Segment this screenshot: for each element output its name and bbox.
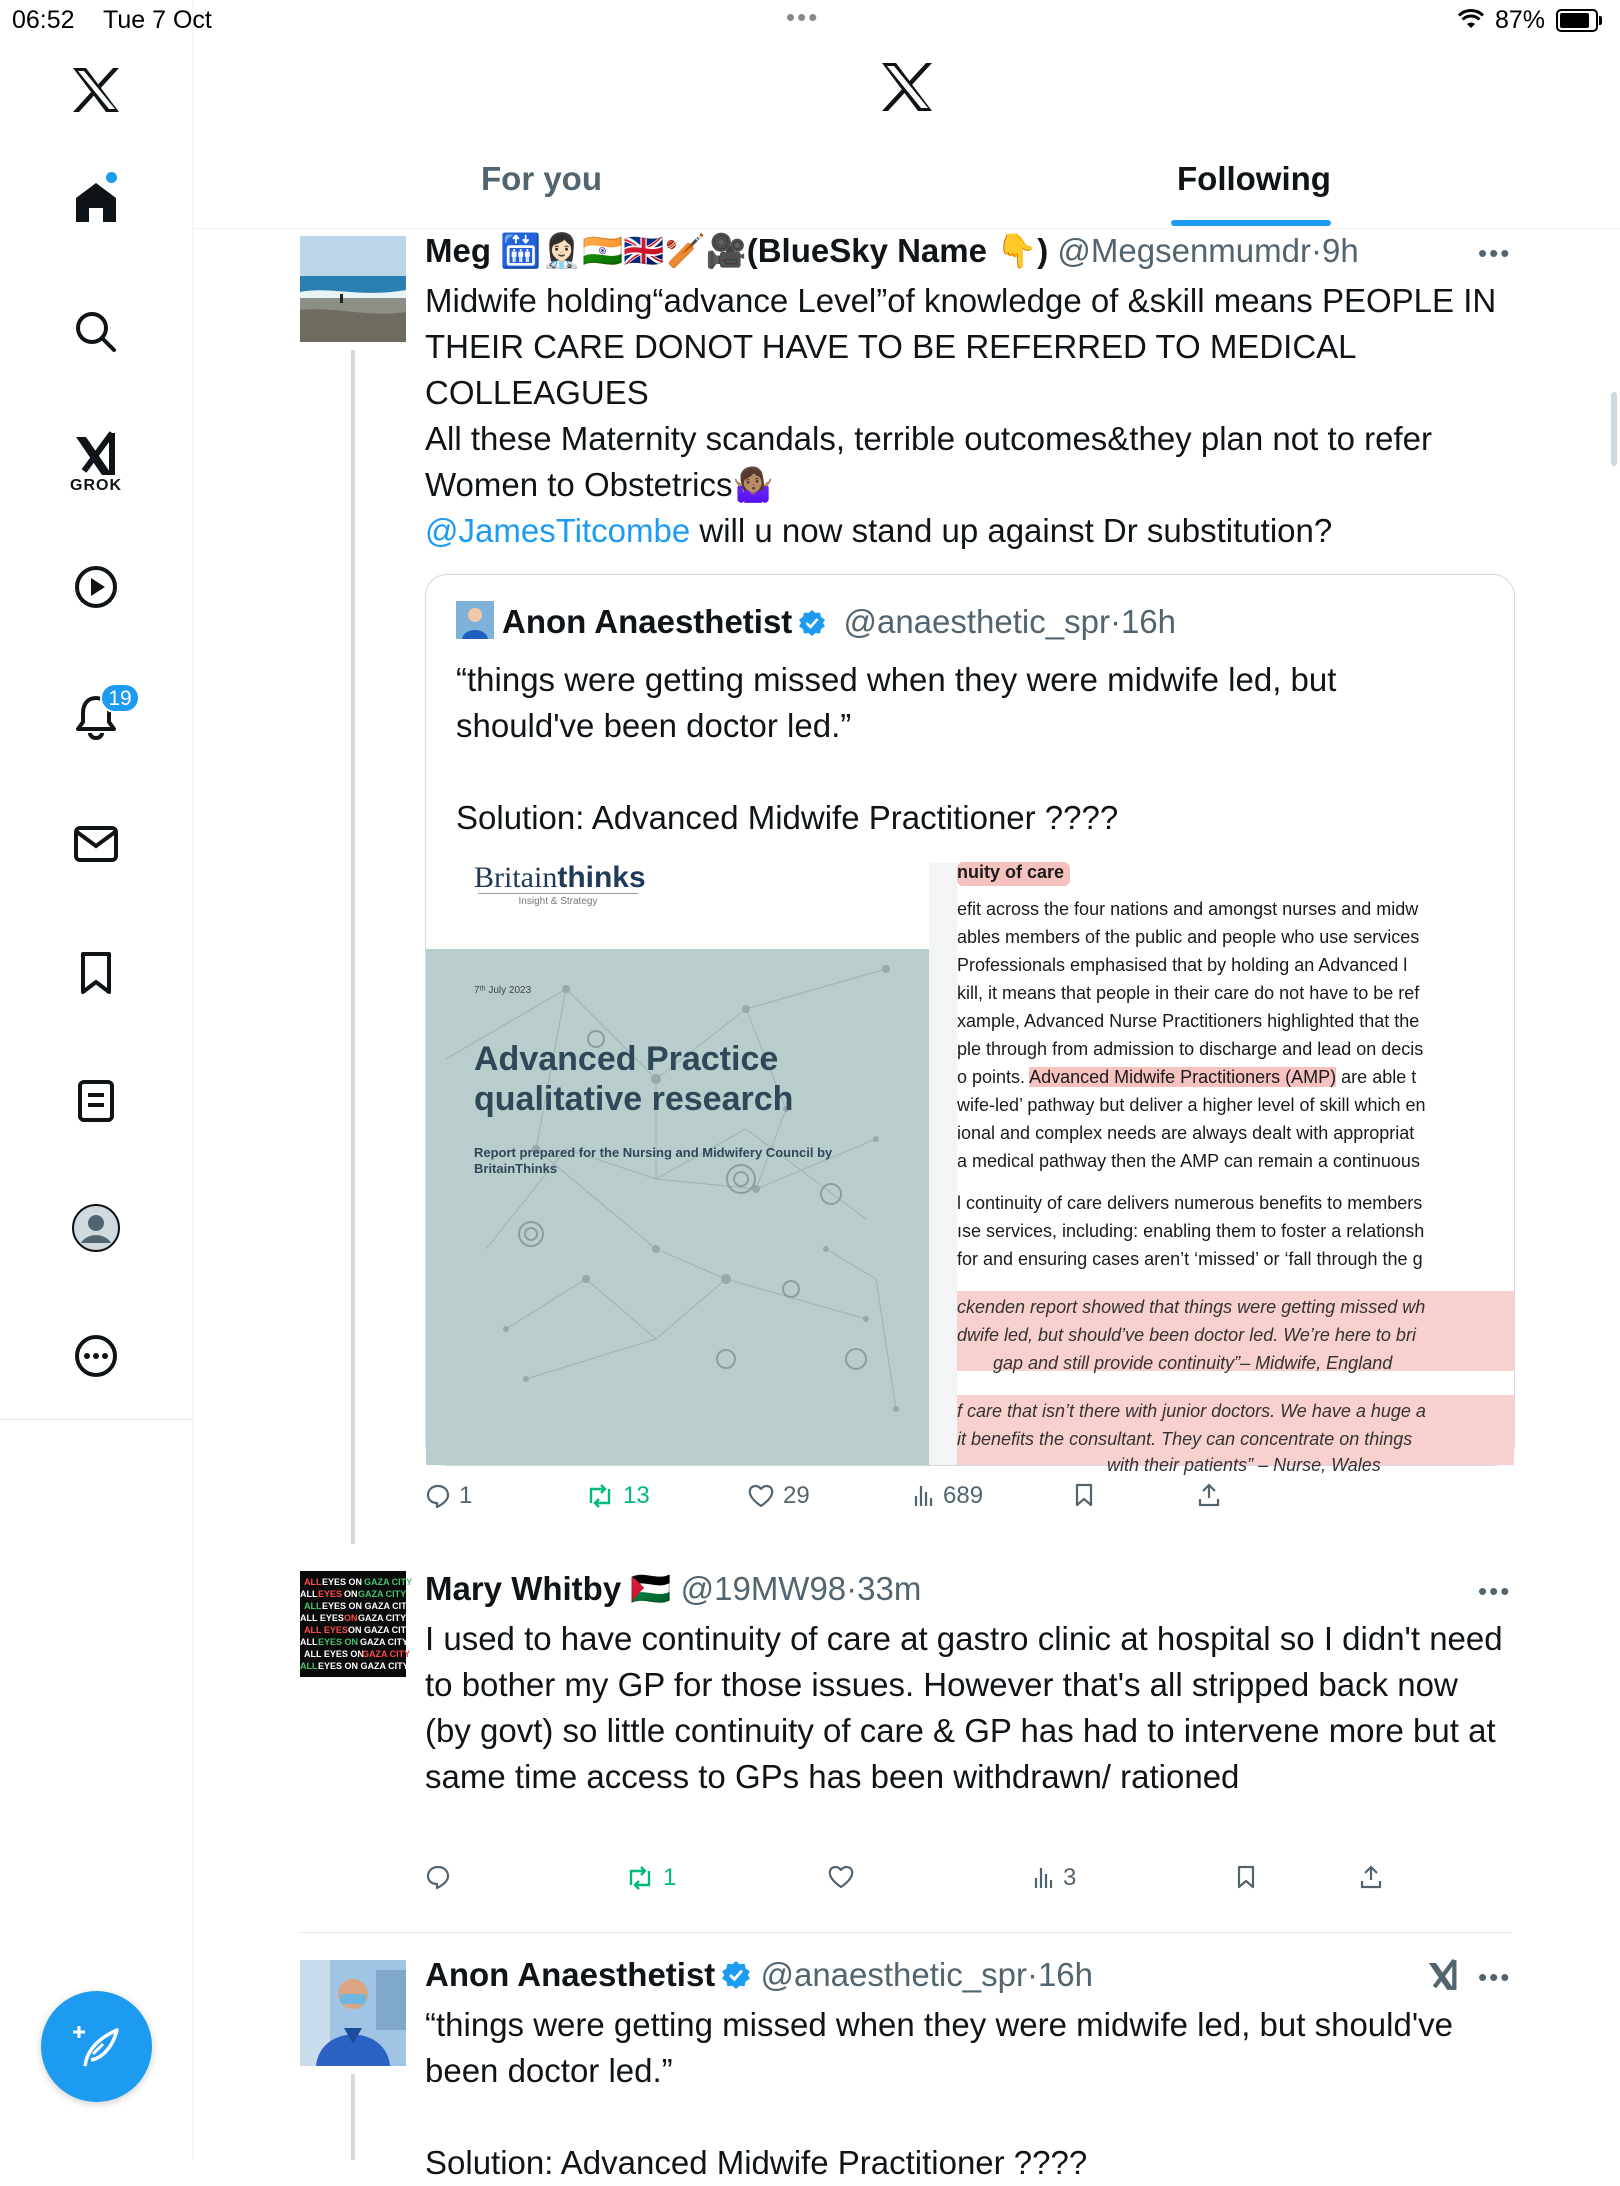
- doc-line: wife-led’ pathway but deliver a higher level of skill which en: [957, 1095, 1426, 1115]
- avatar[interactable]: [300, 1571, 413, 1677]
- doc-line: ple through from admission to discharge and lead on decis: [957, 1039, 1424, 1059]
- views-button[interactable]: [1033, 1864, 1076, 1892]
- tweet-time[interactable]: 9h: [1321, 232, 1359, 269]
- battery-percentage: 87%: [1495, 6, 1546, 34]
- doc-line: ıse services, including: enabling them to foster a relationsh: [957, 1221, 1425, 1241]
- quoted-tweet[interactable]: [425, 574, 1515, 1475]
- grok-icon[interactable]: [66, 424, 126, 484]
- quote-text-line: [456, 749, 1466, 795]
- thread-line: [351, 2074, 355, 2160]
- mention-link[interactable]: @JamesTitcombe: [425, 512, 691, 549]
- author-handle[interactable]: @anaesthetic_spr: [760, 1956, 1027, 1993]
- doc-line: o points. Advanced Midwife Practitioners (AMP) are able t: [957, 1067, 1417, 1087]
- tweet-text: I used to have continuity of care at gastro clinic at hospital so I didn't need to bother my GP for those issues. However that's all stripped back now (by govt) so little continuity of care & GP has had to intervene more but at same time access to GPs has been withdrawn/ rationed: [425, 1620, 1503, 1795]
- grok-icon[interactable]: [1426, 1958, 1460, 1997]
- author-name[interactable]: Meg 🛗👩🏻‍⚕️🇮🇳🇬🇧🏏🎥(BlueSky Name 👇): [425, 232, 1049, 269]
- repost-count: 13: [623, 1482, 650, 1509]
- tweet-text-line: [425, 508, 1510, 554]
- home-icon[interactable]: [66, 172, 126, 232]
- doc-line: l continuity of care delivers numerous benefits to members: [957, 1193, 1423, 1213]
- svg-text:ALL EYES: ALL EYES: [300, 1613, 344, 1623]
- svg-text:GAZA CITY: GAZA CITY: [362, 1649, 411, 1659]
- doc-line: xample, Advanced Nurse Practitioners highlighted that the: [957, 1011, 1420, 1031]
- quote-author-name: Anon Anaesthetist: [502, 603, 793, 640]
- svg-text:ALL EYES: ALL EYES: [304, 1625, 348, 1635]
- thread-line: [351, 350, 355, 1544]
- home-unread-dot: [106, 172, 117, 183]
- avatar-text-graphic: [300, 1571, 413, 1677]
- tweet-text-line: Midwife holding“advance Level”of knowledge of &skill means PEOPLE IN THEIR CARE DONOT HAVE TO BE REFERRED TO MEDICAL COLLEAGUES: [425, 282, 1497, 411]
- tweet-text: [425, 278, 1510, 554]
- repost-icon: [585, 1483, 615, 1509]
- doc-quote-line: f care that isn’t there with junior doctors. We have a huge a: [957, 1401, 1426, 1421]
- doc-line: kill, it means that people in their care do not have to be ref: [957, 983, 1420, 1003]
- views-icon: [913, 1484, 935, 1508]
- share-icon: [1359, 1864, 1383, 1890]
- lists-icon[interactable]: [66, 1071, 126, 1131]
- doc-line: efit across the four nations and amongst nurses and midw: [957, 899, 1419, 919]
- views-count: 689: [943, 1482, 984, 1509]
- tweet-text-line: All these Maternity scandals, terrible outcomes&they plan not to refer Women to Obstetrics🤷🏽‍♀️: [425, 420, 1432, 503]
- grok-label: GROK: [70, 477, 122, 494]
- britainthinks-logo: Britainthinks: [474, 861, 646, 894]
- status-date: Tue 7 Oct: [103, 6, 212, 34]
- tab-for-you[interactable]: For you: [481, 160, 602, 197]
- separator-dot: ·: [846, 1570, 858, 1607]
- doc-line: ables members of the public and people who use services: [957, 927, 1420, 947]
- author-name[interactable]: Mary Whitby 🇵🇸: [425, 1570, 672, 1607]
- share-icon: [1197, 1482, 1221, 1508]
- verified-badge-icon: [721, 1960, 751, 1998]
- repost-button[interactable]: [625, 1864, 676, 1892]
- separator-dot: ·: [1026, 1956, 1038, 1993]
- video-icon[interactable]: [66, 557, 126, 617]
- verified-badge-icon: [798, 607, 826, 645]
- tweet-text-line: [425, 2094, 1515, 2140]
- reply-icon: [425, 1864, 451, 1890]
- status-bar: [0, 0, 1620, 40]
- active-tab-indicator: [1171, 220, 1331, 226]
- doc-quote-line: it benefits the consultant. They can concentrate on things: [957, 1429, 1413, 1449]
- doc-heading: nuity of care: [957, 862, 1070, 883]
- mention-tail: will u now stand up against Dr substitution?: [690, 512, 1333, 549]
- share-button[interactable]: [1359, 1864, 1391, 1890]
- report-page-excerpt: [957, 862, 1514, 1475]
- bookmark-icon[interactable]: [66, 943, 126, 1003]
- report-subtitle: Report prepared for the Nursing and Midwifery Council by BritainThinks: [474, 1145, 833, 1176]
- svg-text:EYES ON GAZA CITY: EYES ON GAZA CITY: [322, 1601, 413, 1611]
- x-logo-icon[interactable]: [66, 60, 126, 120]
- tweet-text-line: “things were getting missed when they were midwife led, but should've been doctor led.”: [425, 2006, 1453, 2089]
- tweet-actions: [425, 1864, 1515, 1904]
- doc-line: for and ensuring cases aren’t ‘missed’ or ‘fall through the g: [957, 1249, 1423, 1269]
- profile-icon[interactable]: [66, 1198, 126, 1258]
- tweet-header: [425, 232, 1359, 271]
- svg-text:GAZA CITY: GAZA CITY: [364, 1577, 413, 1587]
- multitasking-dots-icon[interactable]: •••: [786, 2, 820, 32]
- reply-button[interactable]: [425, 1482, 472, 1510]
- notifications-badge: 19: [100, 683, 140, 713]
- avatar[interactable]: [300, 1960, 406, 2066]
- separator-dot: ·: [1109, 603, 1121, 640]
- status-time: 06:52: [12, 6, 75, 34]
- quote-text-line: Solution: Advanced Midwife Practitioner ????: [456, 799, 1119, 836]
- compose-icon: [71, 2024, 123, 2070]
- quote-author-handle: @anaesthetic_spr: [843, 603, 1110, 640]
- separator-dot: ·: [1310, 232, 1322, 269]
- views-button[interactable]: [913, 1482, 983, 1510]
- quote-time: 16h: [1120, 603, 1177, 640]
- search-icon[interactable]: [66, 302, 126, 362]
- more-options-icon[interactable]: •••: [1478, 1962, 1512, 1992]
- doc-line: a medical pathway then the AMP can remain a continuous: [957, 1151, 1420, 1171]
- views-icon: [1033, 1866, 1055, 1890]
- doc-quote-line: dwife led, but should’ve been doctor led. We’re here to bri: [957, 1325, 1416, 1345]
- svg-text:ON: ON: [344, 1613, 358, 1623]
- network-graphic: [426, 949, 929, 1465]
- sidebar: [0, 0, 193, 2160]
- battery-icon: [1556, 9, 1598, 32]
- more-options-icon[interactable]: •••: [1478, 238, 1512, 268]
- doc-highlight: Advanced Midwife Practitioners (AMP): [1029, 1067, 1337, 1087]
- tweet-time[interactable]: 16h: [1037, 1956, 1094, 1993]
- svg-text:GAZA CITY: GAZA CITY: [358, 1589, 407, 1599]
- tweet-header: [425, 1956, 1093, 1998]
- quote-text-line: “things were getting missed when they were midwife led, but should've been doctor led.”: [456, 661, 1337, 744]
- tweet-text-line: Solution: Advanced Midwife Practitioner ????: [425, 2144, 1088, 2181]
- repost-icon: [625, 1865, 655, 1891]
- more-options-icon[interactable]: •••: [1478, 1576, 1512, 1606]
- logo-tagline: Insight & Strategy: [478, 893, 638, 907]
- svg-text:ALL: ALL: [304, 1577, 322, 1587]
- svg-text:ALL EYES ON: ALL EYES ON: [304, 1649, 364, 1659]
- author-name[interactable]: Anon Anaesthetist: [425, 1956, 716, 1993]
- share-button[interactable]: [1197, 1482, 1229, 1508]
- author-handle[interactable]: @Megsenmumdr: [1057, 232, 1311, 269]
- bookmark-button[interactable]: [1235, 1864, 1265, 1890]
- wifi-icon: [1458, 8, 1484, 37]
- svg-text:EYES ON GAZA CITY: EYES ON GAZA CITY: [318, 1661, 409, 1671]
- tweet-header: [425, 1570, 921, 1609]
- report-cover: [426, 863, 929, 1465]
- views-count: 3: [1063, 1864, 1077, 1891]
- heart-icon: [827, 1864, 855, 1890]
- scrollbar[interactable]: [1611, 392, 1617, 466]
- like-button[interactable]: [827, 1864, 863, 1890]
- doc-line: Professionals emphasised that by holding an Advanced l: [957, 955, 1408, 975]
- like-count: 29: [783, 1482, 810, 1509]
- bookmark-button[interactable]: [1073, 1482, 1103, 1508]
- doc-line: ional and complex needs are always dealt with appropriat: [957, 1123, 1415, 1143]
- bookmark-icon: [1073, 1482, 1095, 1508]
- tweet-divider: [300, 1932, 1512, 1933]
- svg-text:ALL: ALL: [304, 1601, 322, 1611]
- quote-header: [456, 601, 1176, 645]
- tab-following[interactable]: Following: [1177, 160, 1331, 197]
- report-title: Advanced Practice qualitative research: [474, 1040, 794, 1118]
- repost-count: 1: [663, 1864, 677, 1891]
- quote-media-image[interactable]: [426, 861, 1514, 1475]
- quote-text: [456, 657, 1466, 841]
- reply-icon: [425, 1483, 451, 1509]
- svg-text:ALL: ALL: [300, 1661, 318, 1671]
- svg-text:EYES: EYES: [318, 1589, 343, 1599]
- bookmark-icon: [1235, 1864, 1257, 1890]
- tweet-text: [425, 2002, 1515, 2186]
- reply-count: 1: [459, 1482, 473, 1509]
- like-button[interactable]: [747, 1482, 810, 1510]
- repost-button[interactable]: [585, 1482, 650, 1510]
- svg-text:ON: ON: [344, 1589, 358, 1599]
- author-handle[interactable]: @19MW98: [680, 1570, 847, 1607]
- reply-button[interactable]: [425, 1864, 459, 1890]
- quote-avatar: [456, 601, 494, 639]
- doc-quote-line: gap and still provide continuity”– Midwife, England: [993, 1353, 1393, 1373]
- svg-text:ALL: ALL: [300, 1637, 318, 1647]
- tweet-time[interactable]: 33m: [857, 1570, 922, 1607]
- compose-button[interactable]: [41, 1991, 152, 2102]
- svg-text:ON GAZA CITY: ON GAZA CITY: [348, 1625, 413, 1635]
- image-divider: [929, 863, 957, 1465]
- doc-quote-line: ckenden report showed that things were getting missed wh: [957, 1297, 1426, 1317]
- svg-text:EYES ON: EYES ON: [322, 1577, 363, 1587]
- tweet-actions: [425, 1482, 1515, 1522]
- heart-icon: [747, 1483, 775, 1509]
- report-date: 7ᵗʰ July 2023: [474, 985, 532, 996]
- cover-panel: [426, 949, 929, 1465]
- x-logo-icon: [880, 62, 934, 117]
- mail-icon[interactable]: [66, 814, 126, 874]
- svg-text:GAZA CITY: GAZA CITY: [360, 1637, 409, 1647]
- svg-text:GAZA CITY: GAZA CITY: [358, 1613, 407, 1623]
- more-icon[interactable]: [66, 1326, 126, 1386]
- sidebar-divider: [0, 1419, 192, 1420]
- avatar[interactable]: [300, 236, 406, 342]
- doc-quote-line: with their patients” – Nurse, Wales: [1107, 1455, 1381, 1475]
- svg-text:EYES ON: EYES ON: [318, 1637, 359, 1647]
- svg-text:ALL: ALL: [300, 1589, 318, 1599]
